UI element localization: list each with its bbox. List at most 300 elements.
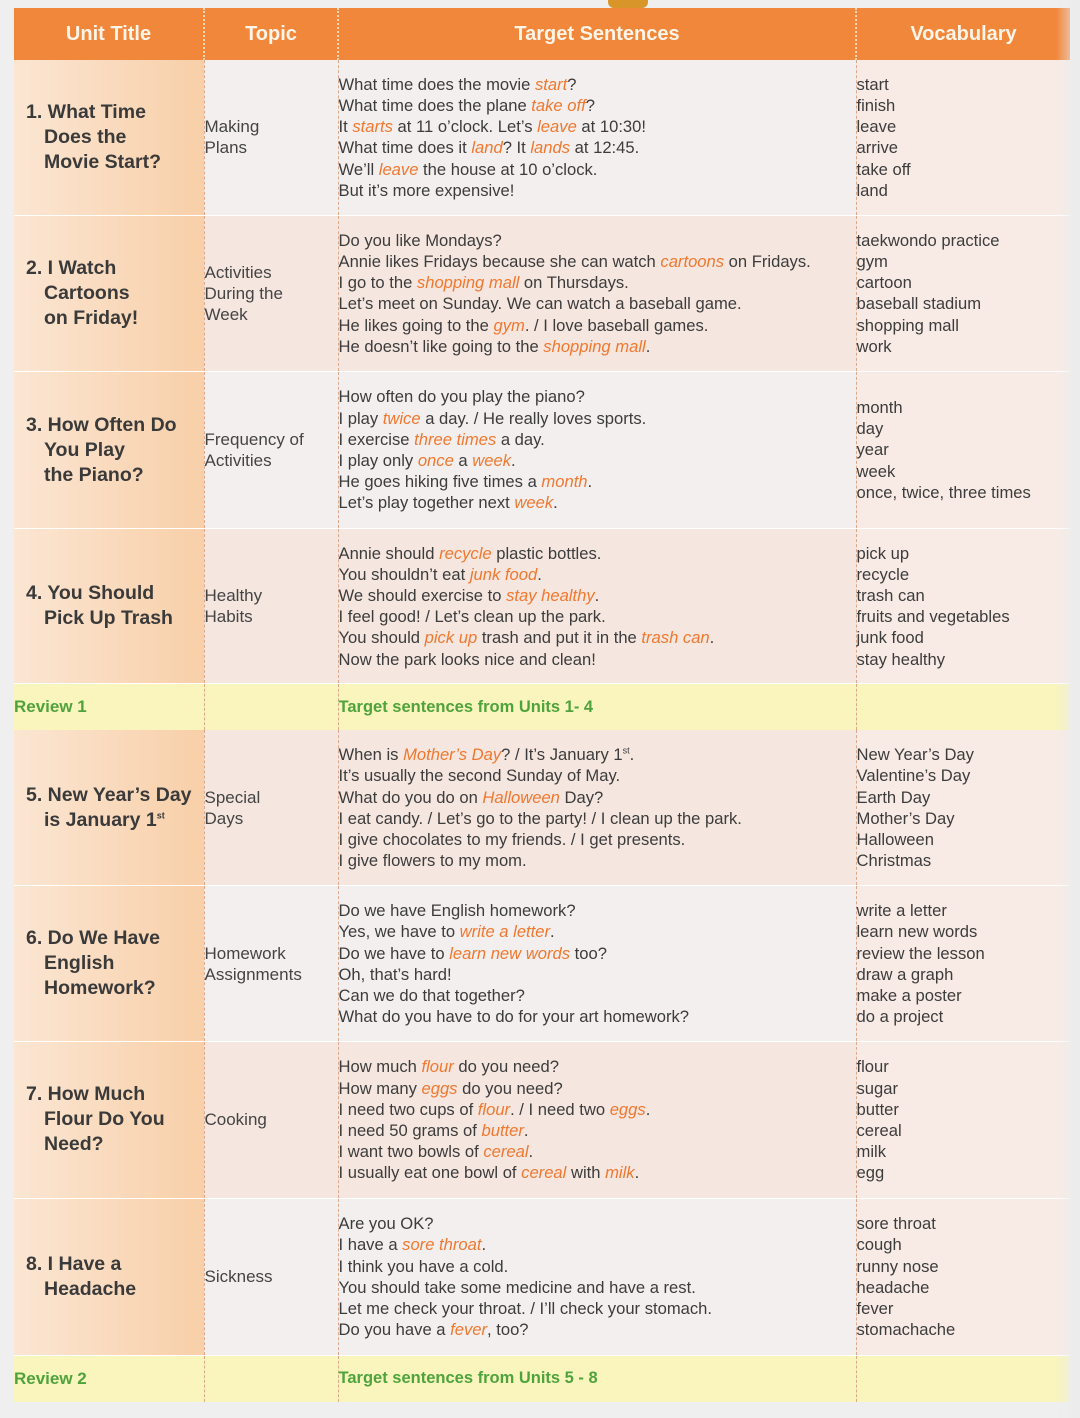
vocab-word: New Year’s Day xyxy=(856,745,974,765)
sentence-text: Do we have English homework? xyxy=(338,901,576,921)
vocab-word: egg xyxy=(856,1163,885,1183)
highlighted-word: twice xyxy=(382,408,421,428)
sentence-line xyxy=(339,1256,856,1277)
sentence-line xyxy=(339,564,856,585)
sentence-line xyxy=(339,765,856,786)
vocab-word: week xyxy=(856,461,896,481)
sentence-line xyxy=(339,585,856,606)
vocab-word: work xyxy=(856,336,892,356)
highlighted-word: stay healthy xyxy=(506,586,595,606)
sentence-text: . / I need two xyxy=(510,1099,610,1119)
unit-title-cell xyxy=(14,215,204,371)
vocab-word: month xyxy=(856,398,903,418)
unit-title-line: 3. How Often Do xyxy=(26,413,177,436)
sentence-text: I play xyxy=(338,408,383,428)
sentence-text: We should exercise to xyxy=(338,586,507,606)
highlighted-word: cereal xyxy=(483,1142,529,1162)
unit-title-line: Headache xyxy=(44,1277,137,1300)
unit-row xyxy=(14,529,1070,684)
sentence-line xyxy=(339,1099,856,1120)
sentence-text: What time does the plane xyxy=(338,95,532,115)
sentence-text: too? xyxy=(570,943,607,963)
sentence-text: . xyxy=(481,1235,487,1255)
sentence-text: I think you have a cold. xyxy=(338,1256,509,1276)
table-header-row xyxy=(14,8,1070,60)
vocab-word: butter xyxy=(856,1099,899,1119)
sentence-line xyxy=(339,272,856,293)
highlighted-word: junk food xyxy=(469,564,538,584)
sentence-line xyxy=(339,543,856,564)
sentence-text: . xyxy=(594,586,600,606)
sentence-text: What time does it xyxy=(338,138,472,158)
sentence-text: on Fridays. xyxy=(724,251,811,271)
highlighted-word: cereal xyxy=(521,1163,567,1183)
sentence-text: . xyxy=(634,1163,640,1183)
sentence-line xyxy=(339,1298,856,1319)
review-empty-cell xyxy=(856,1355,1070,1402)
sentence-text: at 11 o’clock. Let’s xyxy=(392,117,538,137)
highlighted-word: week xyxy=(514,493,554,513)
highlighted-word: leave xyxy=(537,117,577,137)
topic-line: Sickness xyxy=(204,1267,273,1287)
unit-title-cell xyxy=(14,60,204,215)
sentence-text: I usually eat one bowl of xyxy=(338,1163,522,1183)
vocab-word: fever xyxy=(856,1298,894,1318)
sentence-line xyxy=(339,1056,856,1077)
topic-line: Days xyxy=(204,808,244,828)
highlighted-word: eggs xyxy=(609,1099,646,1119)
topic-cell xyxy=(204,1198,338,1355)
highlighted-word: take off xyxy=(531,95,586,115)
unit-title-line: 6. Do We Have xyxy=(26,927,161,950)
vocab-word: taekwondo practice xyxy=(856,230,1000,250)
unit-title-line: is January 1 xyxy=(44,808,157,831)
highlighted-word: Halloween xyxy=(482,787,560,807)
sentence-line xyxy=(339,386,856,407)
header-vocabulary: Vocabulary xyxy=(856,8,1070,60)
highlighted-word: sore throat xyxy=(402,1235,482,1255)
sentence-text: I exercise xyxy=(338,429,415,449)
highlighted-word: leave xyxy=(378,159,419,179)
sentence-text: I have a xyxy=(338,1235,403,1255)
unit-row xyxy=(14,371,1070,528)
highlighted-word: month xyxy=(541,472,588,492)
vocab-word: make a poster xyxy=(856,985,962,1005)
sentence-line xyxy=(339,315,856,336)
unit-row xyxy=(14,1042,1070,1198)
topic-cell xyxy=(204,730,338,885)
sentence-text: Let me check your throat. / I’ll check your stomach. xyxy=(338,1298,713,1318)
sentence-text: Let’s play together next xyxy=(338,493,515,513)
vocab-word: runny nose xyxy=(856,1256,939,1276)
sentence-line xyxy=(339,429,856,450)
sentence-text: I feel good! / Let’s clean up the park. xyxy=(338,607,606,627)
sentence-text: I give flowers to my mom. xyxy=(338,851,527,871)
sentence-text: ? xyxy=(567,74,577,94)
sentence-text: at 10:30! xyxy=(576,117,646,137)
sentence-line xyxy=(339,787,856,808)
vocabulary-cell xyxy=(856,1198,1070,1355)
topic-line: Special xyxy=(204,787,261,807)
sentence-text: . xyxy=(629,745,635,765)
sentence-text: Let’s meet on Sunday. We can watch a baseball game. xyxy=(338,294,742,314)
vocabulary-cell xyxy=(856,371,1070,528)
vocab-word: Christmas xyxy=(856,851,932,871)
vocab-word: day xyxy=(856,419,884,439)
sentence-text: Now the park looks nice and clean! xyxy=(338,649,596,669)
sentence-text: do you need? xyxy=(453,1057,559,1077)
target-sentences-cell xyxy=(338,730,856,885)
review-label: Review 2 xyxy=(14,1355,204,1402)
review-row xyxy=(14,1355,1070,1402)
vocab-word: Valentine’s Day xyxy=(856,766,971,786)
review-empty-cell xyxy=(204,1355,338,1402)
review-empty-cell xyxy=(856,684,1070,731)
unit-title-line: 8. I Have a xyxy=(26,1252,122,1275)
highlighted-word: shopping mall xyxy=(416,273,520,293)
sentence-text: What do you do on xyxy=(338,787,483,807)
highlighted-word: trash can xyxy=(641,628,710,648)
vocab-word: once, twice, three times xyxy=(856,482,1031,502)
topic-line: Homework xyxy=(204,943,286,963)
vocab-word: flour xyxy=(856,1057,889,1077)
sentence-text: I play only xyxy=(338,451,418,471)
sentence-line xyxy=(339,900,856,921)
vocab-word: start xyxy=(856,74,889,94)
highlighted-word: learn new words xyxy=(449,943,571,963)
target-sentences-cell xyxy=(338,886,856,1042)
topic-cell xyxy=(204,371,338,528)
sentence-text: a day. / He really loves sports. xyxy=(420,408,647,428)
sentence-text: Oh, that’s hard! xyxy=(338,964,452,984)
highlighted-word: eggs xyxy=(421,1078,458,1098)
sentence-text: Yes, we have to xyxy=(338,922,460,942)
vocab-word: cough xyxy=(856,1235,902,1255)
sentence-line xyxy=(339,985,856,1006)
vocab-word: shopping mall xyxy=(856,315,959,335)
sentence-line xyxy=(339,606,856,627)
unit-title-cell xyxy=(14,730,204,885)
sentence-line xyxy=(339,1006,856,1027)
highlighted-word: cartoons xyxy=(660,251,725,271)
unit-title-cell xyxy=(14,886,204,1042)
vocab-word: land xyxy=(856,180,888,200)
header-unit-title: Unit Title xyxy=(14,8,204,60)
sentence-line xyxy=(339,649,856,670)
sentence-line xyxy=(339,943,856,964)
topic-cell xyxy=(204,60,338,215)
topic-line: Assignments xyxy=(204,964,302,984)
vocab-word: do a project xyxy=(856,1007,944,1027)
sentence-text: What do you have to do for your art homework? xyxy=(338,1007,689,1027)
unit-row xyxy=(14,1198,1070,1355)
unit-row xyxy=(14,215,1070,371)
sentence-text: Are you OK? xyxy=(338,1214,434,1234)
highlighted-word: gym xyxy=(493,315,525,335)
unit-title-line: Pick Up Trash xyxy=(44,607,173,630)
header-target-sentences: Target Sentences xyxy=(338,8,856,60)
sentence-line xyxy=(339,450,856,471)
highlighted-word: land xyxy=(471,138,503,158)
sentence-text: How much xyxy=(338,1057,422,1077)
topic-cell xyxy=(204,529,338,684)
vocab-word: Halloween xyxy=(856,830,934,849)
superscript: st xyxy=(622,745,630,756)
highlighted-word: week xyxy=(472,451,512,471)
sentence-line xyxy=(339,808,856,829)
sentence-text: . xyxy=(587,472,593,492)
sentence-text: . xyxy=(550,922,555,942)
sentence-text: Do we have to xyxy=(338,943,450,963)
highlighted-word: Mother’s Day xyxy=(403,745,502,765)
sentence-text: trash and put it in the xyxy=(477,628,642,648)
unit-title-superscript: st xyxy=(156,810,165,821)
topic-cell xyxy=(204,1042,338,1198)
sentence-text: I need 50 grams of xyxy=(338,1120,482,1140)
sentence-line xyxy=(339,74,856,95)
unit-title-cell xyxy=(14,1042,204,1198)
sentence-line xyxy=(339,293,856,314)
vocab-word: milk xyxy=(856,1142,886,1162)
vocab-word: year xyxy=(856,440,889,460)
vocab-word: Earth Day xyxy=(856,787,931,807)
unit-row xyxy=(14,886,1070,1042)
sentence-text: I give chocolates to my friends. / I get presents. xyxy=(338,830,686,849)
unit-title-cell xyxy=(14,371,204,528)
sentence-line xyxy=(339,230,856,251)
sentence-line xyxy=(339,744,856,765)
sentence-text: It xyxy=(338,117,353,137)
target-sentences-cell xyxy=(338,1198,856,1355)
sentence-text: Do you like Mondays? xyxy=(338,230,502,250)
sentence-line xyxy=(339,95,856,116)
sentence-text: He goes hiking five times a xyxy=(338,472,542,492)
target-sentences-cell xyxy=(338,215,856,371)
topic-line: Activities xyxy=(204,262,272,282)
sentence-text: a xyxy=(453,451,473,471)
unit-title-line: Cartoons xyxy=(44,281,130,304)
vocab-word: recycle xyxy=(856,564,910,584)
vocab-word: leave xyxy=(856,117,897,137)
unit-title-line: 7. How Much xyxy=(26,1083,146,1106)
sentence-line xyxy=(339,1277,856,1298)
target-sentences-cell xyxy=(338,371,856,528)
sentence-text: He doesn’t like going to the xyxy=(338,336,544,356)
sentence-text: Day? xyxy=(559,787,604,807)
topic-line: Making xyxy=(204,117,260,137)
vocabulary-cell xyxy=(856,529,1070,684)
sentence-line xyxy=(339,471,856,492)
unit-title-line: You Play xyxy=(44,438,125,461)
sentence-text: You shouldn’t eat xyxy=(338,564,470,584)
vocab-word: draw a graph xyxy=(856,964,954,984)
unit-row xyxy=(14,60,1070,215)
vocab-word: learn new words xyxy=(856,922,978,942)
review-label: Review 1 xyxy=(14,684,204,731)
sentence-text: . xyxy=(537,564,542,584)
sentence-text: I want two bowls of xyxy=(338,1142,484,1162)
vocabulary-cell xyxy=(856,886,1070,1042)
topic-line: Week xyxy=(204,304,248,324)
highlighted-word: butter xyxy=(481,1120,524,1140)
vocab-word: cartoon xyxy=(856,273,912,293)
sentence-text: Annie should xyxy=(338,543,440,563)
unit-title-line: 1. What Time xyxy=(26,100,146,123)
sentence-text: He likes going to the xyxy=(338,315,494,335)
header-topic: Topic xyxy=(204,8,338,60)
sentence-text: on Thursdays. xyxy=(519,273,629,293)
vocab-word: take off xyxy=(856,159,911,179)
sentence-text: a day. xyxy=(496,429,545,449)
sentence-line xyxy=(339,850,856,871)
sentence-text: . xyxy=(511,451,516,471)
sentence-line xyxy=(339,627,856,648)
sentence-text: the house at 10 o’clock. xyxy=(418,159,598,179)
unit-title-line: Homework? xyxy=(44,977,156,1000)
vocabulary-cell xyxy=(856,60,1070,215)
highlighted-word: recycle xyxy=(439,543,492,563)
unit-title-line: Movie Start? xyxy=(44,150,162,173)
topic-cell xyxy=(204,886,338,1042)
topic-line: During the xyxy=(204,283,283,303)
vocab-word: sore throat xyxy=(856,1214,936,1234)
sentence-line xyxy=(339,180,856,201)
sentence-text: . xyxy=(709,628,715,648)
sentence-line xyxy=(339,1213,856,1234)
vocab-word: fruits and vegetables xyxy=(856,607,1010,627)
vocab-word: Mother’s Day xyxy=(856,808,955,828)
vocab-word: gym xyxy=(856,251,888,271)
sentence-text: I need two cups of xyxy=(338,1099,478,1119)
highlighted-word: three times xyxy=(414,429,497,449)
sentence-line xyxy=(339,1319,856,1340)
sentence-line xyxy=(339,1120,856,1141)
highlighted-word: write a letter xyxy=(459,922,551,942)
sentence-text: . xyxy=(645,1099,651,1119)
sentence-text: It’s usually the second Sunday of May. xyxy=(338,766,621,786)
highlighted-word: flour xyxy=(421,1057,454,1077)
vocab-word: sugar xyxy=(856,1078,899,1098)
sentence-text: . xyxy=(528,1142,534,1162)
unit-title-line: Need? xyxy=(44,1133,104,1156)
sentence-text: . xyxy=(523,1120,529,1140)
sentence-line xyxy=(339,492,856,513)
sentence-text: What time does the movie xyxy=(338,74,535,94)
unit-title-line: 2. I Watch xyxy=(26,256,117,279)
vocabulary-cell xyxy=(856,730,1070,885)
vocab-word: finish xyxy=(856,95,896,115)
sentence-line xyxy=(339,159,856,180)
unit-title-line: 4. You Should xyxy=(26,582,155,605)
vocabulary-cell xyxy=(856,215,1070,371)
target-sentences-cell xyxy=(338,1042,856,1198)
unit-title-cell xyxy=(14,529,204,684)
sentence-text: How often do you play the piano? xyxy=(338,387,585,407)
sentence-text: You should xyxy=(338,628,425,648)
unit-title-line: on Friday! xyxy=(44,306,139,329)
review-text: Target sentences from Units 5 - 8 xyxy=(338,1355,856,1402)
vocab-word: arrive xyxy=(856,138,898,158)
sentence-line xyxy=(339,964,856,985)
highlighted-word: once xyxy=(417,451,454,471)
sentence-text: at 12:45. xyxy=(570,138,640,158)
vocabulary-cell xyxy=(856,1042,1070,1198)
sentence-text: with xyxy=(566,1163,606,1183)
sentence-text: , too? xyxy=(487,1320,529,1340)
sentence-text: I eat candy. / Let’s go to the party! / I clean up the park. xyxy=(338,808,742,828)
sentence-line xyxy=(339,116,856,137)
sentence-line xyxy=(339,336,856,357)
unit-title-line: Does the xyxy=(44,125,127,148)
vocab-word: stay healthy xyxy=(856,649,946,669)
vocab-word: trash can xyxy=(856,586,925,606)
sentence-text: . xyxy=(553,493,558,513)
sentence-text: ? / It’s January 1 xyxy=(501,745,623,765)
sentence-line xyxy=(339,137,856,158)
review-text: Target sentences from Units 1- 4 xyxy=(338,684,856,731)
sentence-text: Annie likes Fridays because she can watch xyxy=(338,251,661,271)
vocab-word: write a letter xyxy=(856,901,947,921)
sentence-text: You should take some medicine and have a rest. xyxy=(338,1277,696,1297)
sentence-text: . / I love baseball games. xyxy=(524,315,709,335)
highlighted-word: starts xyxy=(352,117,393,137)
sentence-line xyxy=(339,1162,856,1183)
syllabus-table xyxy=(14,8,1070,1402)
vocab-word: headache xyxy=(856,1277,930,1297)
unit-title-line: English xyxy=(44,952,115,975)
vocab-word: review the lesson xyxy=(856,943,985,963)
sentence-text: do you need? xyxy=(457,1078,563,1098)
topic-line: Frequency of xyxy=(204,430,304,450)
target-sentences-cell xyxy=(338,529,856,684)
vocab-word: stomachache xyxy=(856,1320,956,1340)
highlighted-word: fever xyxy=(450,1320,488,1340)
sentence-text: How many xyxy=(338,1078,422,1098)
vocab-word: baseball stadium xyxy=(856,294,982,314)
topic-line: Healthy xyxy=(204,586,263,606)
unit-title-line: Flour Do You xyxy=(44,1108,165,1131)
sentence-text: When is xyxy=(338,745,404,765)
sentence-text: ? It xyxy=(502,138,531,158)
sentence-text: I go to the xyxy=(338,273,417,293)
topic-line: Plans xyxy=(204,138,248,158)
vocab-word: pick up xyxy=(856,543,910,563)
sentence-text: We’ll xyxy=(338,159,379,179)
target-sentences-cell xyxy=(338,60,856,215)
sentence-line xyxy=(339,251,856,272)
topic-line: Habits xyxy=(204,607,253,627)
unit-title-line-wrap xyxy=(26,808,204,833)
table-body xyxy=(14,60,1070,1402)
sentence-text: Can we do that together? xyxy=(338,985,525,1005)
highlighted-word: lands xyxy=(530,138,571,158)
unit-title-line: 5. New Year’s Day xyxy=(26,783,192,806)
sentence-text: Do you have a xyxy=(338,1320,451,1340)
review-empty-cell xyxy=(204,684,338,731)
sentence-line xyxy=(339,408,856,429)
sentence-line xyxy=(339,829,856,850)
page-tab-notch xyxy=(608,0,648,8)
highlighted-word: start xyxy=(534,74,568,94)
vocab-word: junk food xyxy=(856,628,924,648)
sentence-line xyxy=(339,1078,856,1099)
highlighted-word: pick up xyxy=(424,628,478,648)
topic-cell xyxy=(204,215,338,371)
highlighted-word: shopping mall xyxy=(543,336,646,356)
vocab-word: cereal xyxy=(856,1120,902,1140)
unit-title-cell xyxy=(14,1198,204,1355)
highlighted-word: milk xyxy=(605,1163,635,1183)
